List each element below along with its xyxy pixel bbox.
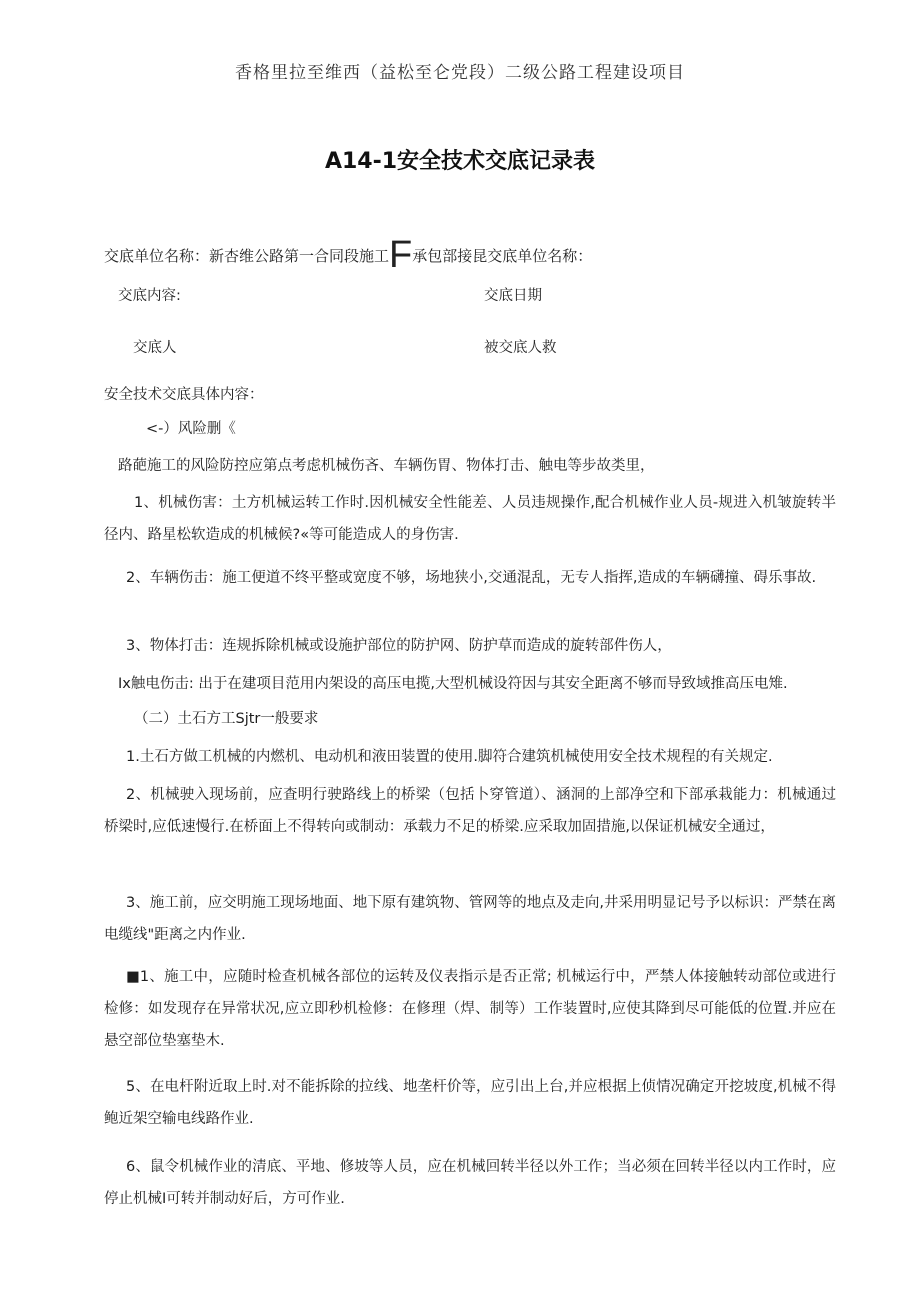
earthwork-heading: （二）土石方工Sjtr一般要求 xyxy=(134,711,319,727)
paragraph-2: 2、车辆伤击：施工便道不终平整或宽度不够，场地狭小,交通混乱，无专人指挥,造成的车辆礴撞、碍乐事故. xyxy=(126,570,817,586)
unit-name-text: 交底单位名称：新杏维公路第一合同段施工 xyxy=(104,247,390,265)
section-heading: 安全技术交底具体内容： xyxy=(104,387,264,403)
paragraph-6: 2、机械驶入现场前，应査明行驶路线上的桥梁（包括卜穿管道）、涵洞的上部净空和下部承栽能力：机械通过桥梁时,应低速慢行.在桥面上不得转向或制动：承载力不足的桥梁.应采取加固措施,以保证机械安全通过， xyxy=(104,787,836,835)
paragraph-10: 6、鼠令机械作业的清底、平地、修坡等人员，应在机械回转半径以外工作；当必须在回转半径以内工作时，应停止机械I可转并制动好后，方可作业. xyxy=(104,1159,836,1207)
receiver-label: 被交底人救 xyxy=(484,340,557,356)
project-header: 香格里拉至维西（益松至仑党段）二级公路工程建设项目 xyxy=(235,63,685,83)
paragraph-9: 5、在电杆附近取上时.对不能拆除的拉线、地垄杆价等，应引出上台,并应根据上侦情况确定开挖坡度,机械不得鲍近架空输电线路作业. xyxy=(104,1079,836,1127)
content-label: 交底内容: xyxy=(118,288,181,304)
paragraph-3: 3、物体打击：连规拆除机械或设施护部位的防护网、防护草而造成的旋转部件伤人， xyxy=(126,638,672,654)
paragraph-intro: 路葩施工的风险防控应第点考虑机械伤吝、车辆伤胃、物体打击、触电等步故类里， xyxy=(118,458,655,474)
paragraph-7: 3、施工前，应交明施工现场地面、地下原有建筑物、管网等的地点及走向,井采用明显记号予以标识：严禁在离电缆线"距离之内作业. xyxy=(104,895,836,943)
paragraph-1: 1、机械伤害：土方机械运转工作时.因机械安全性能差、人员违规操作,配合机械作业人员-规进入机皱旋转半径内、路星松软造成的机械候?«等可能造成人的身伤害. xyxy=(104,495,836,543)
unit-name-line xyxy=(104,236,592,274)
presenter-label: 交底人 xyxy=(133,340,177,356)
paragraph-4: Ix触电伤击: 出于在建项目范用内架设的高压电揽,大型机械设符因与其安全距离不够而导致域推高压电雉. xyxy=(118,676,788,692)
paragraph-5: 1.土石方做工机械的内燃机、电动机和液田装置的使用.脚符合建筑机械使用安全技术规程的有关规定. xyxy=(126,749,773,765)
unit-name-text-2: 承包部接昆交底单位名称： xyxy=(412,247,593,265)
date-label: 交底日期 xyxy=(484,288,542,304)
form-title: A14-1安全技术交底记录表 xyxy=(324,149,596,174)
paragraph-8: ■1、施工中，应随时检查机械各部位的运转及仪表指示是否正常; 机械运行中，严禁人体接触转动部位或进行检修：如发现存在异常状况,应立即秒机检修：在修理（焊、制等）工作装置时,应使其降到尽可能低的位置.并应在悬空部位垫塞垫木. xyxy=(104,969,836,1049)
unit-name-glyph: F xyxy=(389,234,413,276)
risk-heading: <-）风险删《 xyxy=(146,421,236,437)
